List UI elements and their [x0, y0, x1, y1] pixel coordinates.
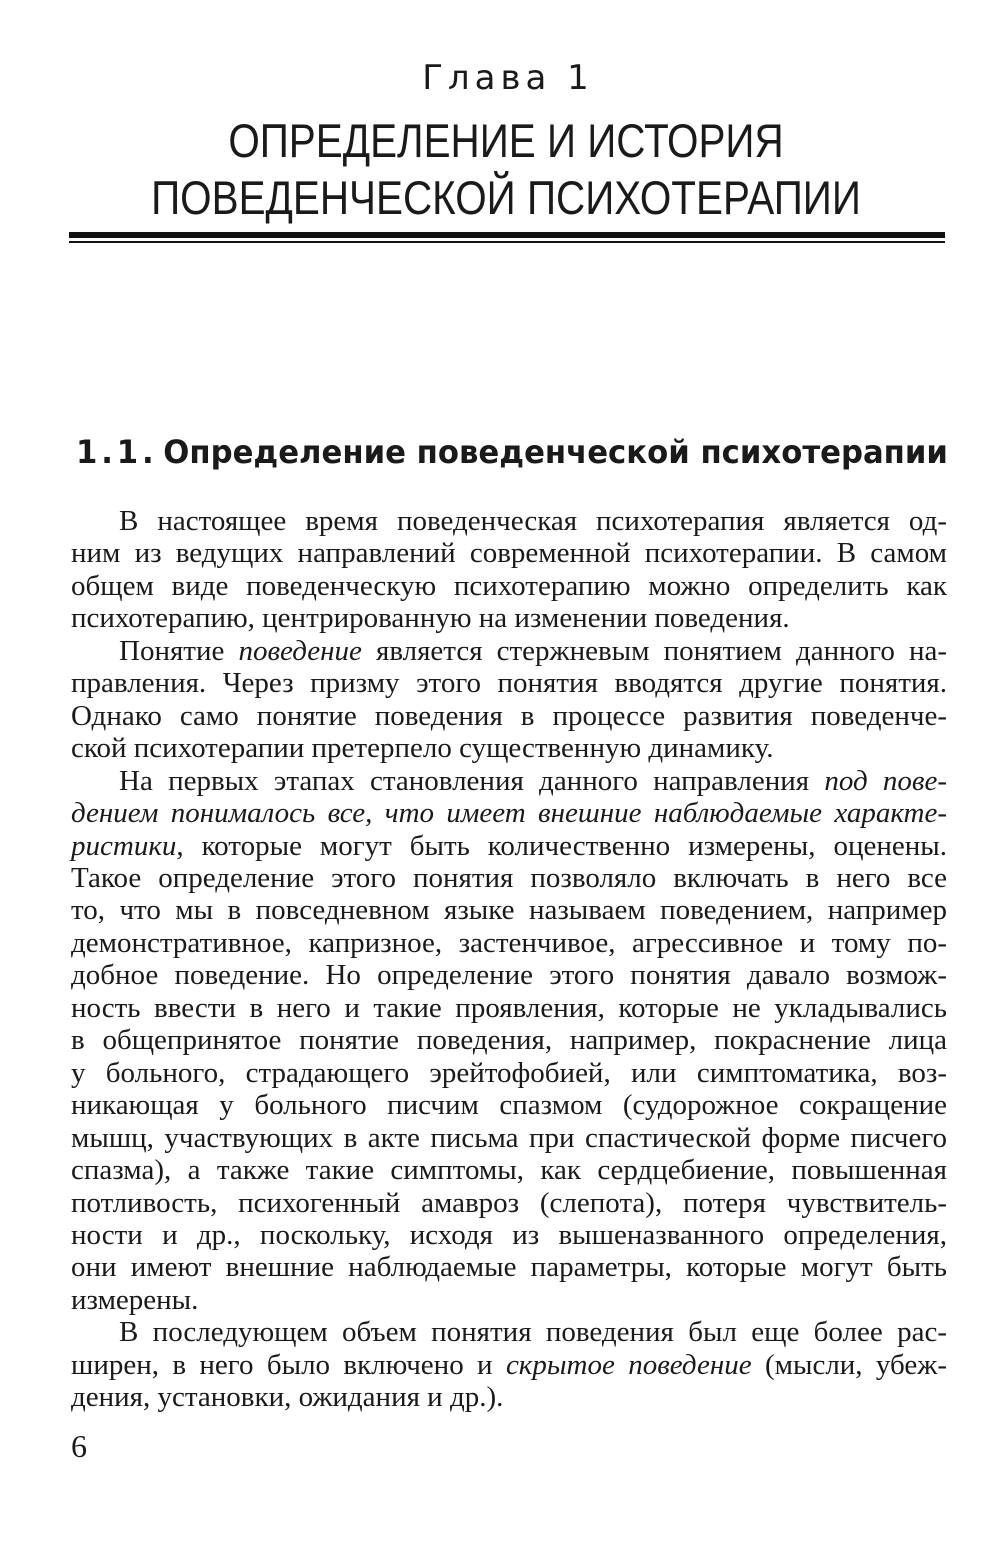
- chapter-label: Глава 1: [422, 58, 594, 98]
- text-line: Такое определение этого понятия позволяло включать в него все: [71, 861, 947, 894]
- text-line: дения, установки, ожидания и др.).: [71, 1381, 504, 1414]
- text-line: ской психотерапии претерпело существенную динамику.: [71, 732, 774, 765]
- text-line: психотерапию, центрированную на изменении поведения.: [71, 602, 790, 635]
- text-line: то, что мы в повседневном языке называем поведением, например: [71, 894, 947, 927]
- chapter-rule-thick: [69, 232, 945, 238]
- chapter-title-line-2: ПОВЕДЕНЧЕСКОЙ ПСИХОТЕРАПИИ: [151, 171, 861, 224]
- text-line: общем виде поведенческую психотерапию можно определить как: [71, 569, 947, 602]
- text-line: ности и др., поскольку, исходя из вышеназванного определения,: [71, 1218, 947, 1251]
- chapter-title-line-1: ОПРЕДЕЛЕНИЕ И ИСТОРИЯ: [228, 114, 784, 167]
- emphasis-term: скрытое поведение: [505, 1348, 752, 1381]
- page-number: 6: [71, 1428, 87, 1464]
- text-line: [71, 765, 947, 797]
- text-line: В настоящее время поведенческая психотерапия является од-: [119, 505, 947, 537]
- text-line: мышц, участвующих в акте письма при спастической форме писчего: [71, 1121, 947, 1154]
- text-run: (мысли, убеж-: [751, 1348, 947, 1381]
- text-line: в общепринятое понятие поведения, например, покраснение лица: [71, 1024, 947, 1057]
- chapter-rule-thin: [69, 241, 945, 243]
- text-line: Однако само понятие поведения в процессе развития поведенче-: [71, 699, 947, 732]
- text-run: На первых этапах становления данного направления: [119, 764, 825, 797]
- section-title: Определение поведенческой психотерапии: [163, 433, 948, 471]
- section-heading: [32, 433, 992, 471]
- text-line: [71, 830, 947, 862]
- text-line: [71, 635, 947, 667]
- text-line: никающая у больного писчим спазмом (судорожное сокращение: [71, 1089, 947, 1122]
- text-line: ность ввести в него и такие проявления, которые не укладывались: [71, 991, 947, 1024]
- text-line: они имеют внешние наблюдаемые параметры, которые могут быть: [71, 1251, 947, 1284]
- text-line: В последующем объем понятия поведения был еще более рас-: [119, 1316, 947, 1349]
- text-line: ним из ведущих направлений современной психотерапии. В самом: [71, 537, 947, 570]
- body-text: [71, 505, 947, 1414]
- text-line: добное поведение. Но определение этого понятия давало возмож-: [71, 959, 947, 992]
- chapter-title: [76, 112, 936, 226]
- paragraph-3: [71, 765, 947, 1317]
- text-run: является стержневым понятием данного на-: [361, 634, 947, 667]
- paragraph-4: [71, 1316, 947, 1413]
- emphasis-term: поведение: [238, 634, 362, 667]
- section-number: 1.1.: [76, 433, 158, 471]
- text-run: Понятие: [119, 634, 239, 667]
- emphasis-definition: ристики: [71, 829, 177, 862]
- paragraph-1: [71, 505, 947, 635]
- text-run: ширен, в него было включено и: [71, 1348, 506, 1381]
- emphasis-definition: под пове-: [824, 764, 947, 797]
- emphasis-definition: дением понималось все, что имеет внешние наблюдаемые характе-: [71, 797, 947, 830]
- text-line: демонстративное, капризное, застенчивое, агрессивное и тому по-: [71, 926, 947, 959]
- text-line: измерены.: [71, 1283, 199, 1316]
- text-line: [71, 1349, 947, 1381]
- text-line: спазма), а также такие симптомы, как сердцебиение, повышенная: [71, 1154, 947, 1187]
- paragraph-2: [71, 635, 947, 765]
- text-line: у больного, страдающего эрейтофобией, или симптоматика, воз-: [71, 1056, 947, 1089]
- text-line: [71, 797, 947, 829]
- text-line: правления. Через призму этого понятия вводятся другие понятия.: [71, 667, 947, 700]
- text-run: , которые могут быть количественно измерены, оценены.: [176, 829, 947, 862]
- text-line: потливость, психогенный амавроз (слепота), потеря чувствитель-: [71, 1186, 947, 1219]
